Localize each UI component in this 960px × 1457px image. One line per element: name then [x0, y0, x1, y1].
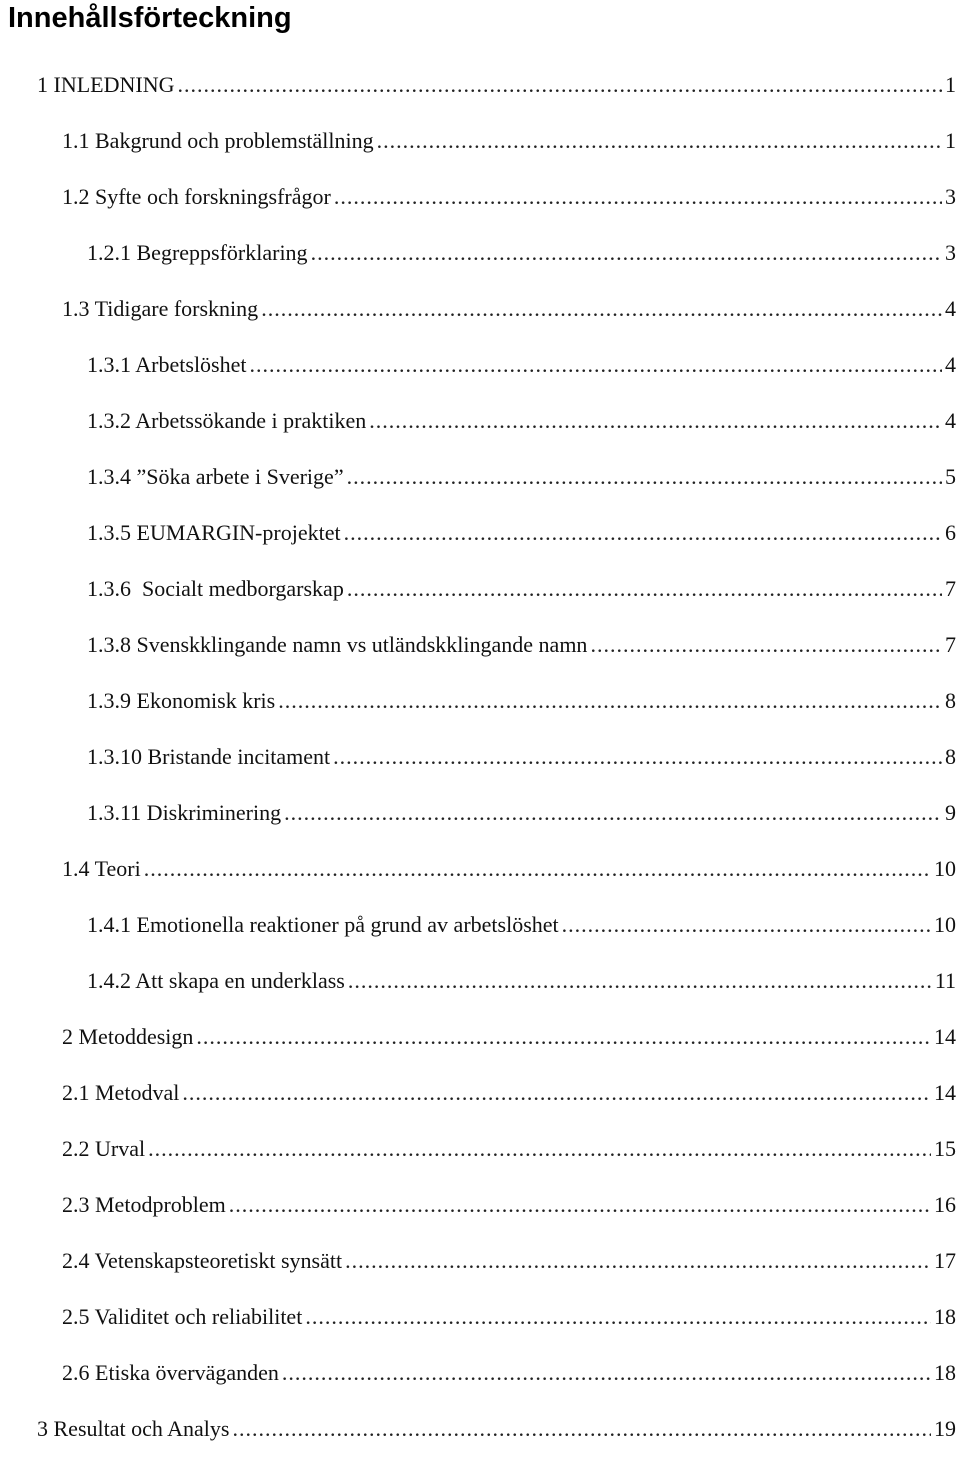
- toc-entry-page-number: 4: [945, 408, 956, 433]
- toc-entry-label: 2.4 Vetenskapsteoretiskt synsätt: [62, 1248, 343, 1273]
- toc-dot-leader: [590, 631, 942, 659]
- toc-entry-label: 2.2 Urval: [62, 1136, 146, 1161]
- toc-entry[interactable]: [0, 1177, 960, 1233]
- toc-entry-label: 3 Resultat och Analys: [37, 1416, 230, 1441]
- toc-entry-label: 2.5 Validitet och reliabilitet: [62, 1304, 303, 1329]
- toc-entry-label: 1.3 Tidigare forskning: [62, 296, 259, 321]
- toc-entry-label: 1.3.11 Diskriminering: [87, 800, 282, 825]
- toc-entry-label: 2.1 Metodval: [62, 1080, 180, 1105]
- toc-dot-leader: [347, 575, 942, 603]
- toc-dot-leader: [347, 463, 942, 491]
- toc-entry[interactable]: [0, 897, 960, 953]
- toc-entry-label: 1.3.6 Socialt medborgarskap: [87, 576, 344, 601]
- toc-entry-page-number: 1: [945, 72, 956, 97]
- toc-entry-page-number: 15: [934, 1136, 956, 1161]
- table-of-contents: [0, 57, 960, 1457]
- toc-entry-page-number: 7: [945, 576, 956, 601]
- toc-entry-page-number: 8: [945, 744, 956, 769]
- toc-entry[interactable]: [0, 561, 960, 617]
- toc-entry-page-number: 4: [945, 352, 956, 377]
- toc-entry-label: 1.3.10 Bristande incitament: [87, 744, 331, 769]
- toc-dot-leader: [144, 855, 931, 883]
- toc-entry-page-number: 8: [945, 688, 956, 713]
- toc-entry-label: 2.3 Metodproblem: [62, 1192, 226, 1217]
- toc-entry-label: 1.3.9 Ekonomisk kris: [87, 688, 276, 713]
- toc-dot-leader: [348, 967, 932, 995]
- toc-dot-leader: [177, 71, 942, 99]
- toc-dot-leader: [562, 911, 931, 939]
- toc-entry[interactable]: [0, 1121, 960, 1177]
- toc-entry-page-number: 7: [945, 632, 956, 657]
- toc-entry-page-number: 4: [945, 296, 956, 321]
- toc-entry[interactable]: [0, 841, 960, 897]
- toc-entry[interactable]: [0, 1345, 960, 1401]
- toc-entry-page-number: 1: [945, 128, 956, 153]
- toc-entry[interactable]: [0, 449, 960, 505]
- toc-entry-label: 2 Metoddesign: [62, 1024, 194, 1049]
- toc-entry-page-number: 9: [945, 800, 956, 825]
- toc-dot-leader: [344, 519, 942, 547]
- toc-entry[interactable]: [0, 1009, 960, 1065]
- toc-dot-leader: [334, 183, 942, 211]
- toc-entry[interactable]: [0, 225, 960, 281]
- toc-entry[interactable]: [0, 57, 960, 113]
- toc-entry-label: 1.3.4 ”Söka arbete i Sverige”: [87, 464, 344, 489]
- toc-dot-leader: [250, 351, 943, 379]
- toc-dot-leader: [311, 239, 942, 267]
- toc-entry[interactable]: [0, 729, 960, 785]
- toc-entry-label: 1.3.2 Arbetssökande i praktiken: [87, 408, 367, 433]
- toc-entry[interactable]: [0, 1289, 960, 1345]
- toc-entry[interactable]: [0, 673, 960, 729]
- toc-entry-page-number: 3: [945, 184, 956, 209]
- toc-dot-leader: [333, 743, 942, 771]
- toc-entry-page-number: 16: [934, 1192, 956, 1217]
- toc-entry-page-number: 6: [945, 520, 956, 545]
- toc-entry-label: 1.3.8 Svenskklingande namn vs utländskklingande namn: [87, 632, 588, 657]
- toc-entry-label: 1 INLEDNING: [37, 72, 175, 97]
- toc-entry-label: 1.2 Syfte och forskningsfrågor: [62, 184, 331, 209]
- toc-entry[interactable]: [0, 505, 960, 561]
- toc-dot-leader: [377, 127, 942, 155]
- toc-dot-leader: [345, 1247, 931, 1275]
- toc-dot-leader: [232, 1415, 931, 1443]
- toc-entry[interactable]: [0, 393, 960, 449]
- toc-entry[interactable]: [0, 1401, 960, 1457]
- toc-entry-page-number: 17: [934, 1248, 956, 1273]
- toc-entry-label: 1.4 Teori: [62, 856, 141, 881]
- toc-dot-leader: [196, 1023, 931, 1051]
- toc-entry-label: 1.3.1 Arbetslöshet: [87, 352, 247, 377]
- toc-entry-label: 1.2.1 Begreppsförklaring: [87, 240, 308, 265]
- toc-entry-page-number: 10: [934, 912, 956, 937]
- toc-entry[interactable]: [0, 1233, 960, 1289]
- toc-entry-label: 1.3.5 EUMARGIN-projektet: [87, 520, 341, 545]
- toc-entry-label: 1.4.2 Att skapa en underklass: [87, 968, 345, 993]
- toc-entry[interactable]: [0, 1065, 960, 1121]
- toc-dot-leader: [282, 1359, 931, 1387]
- toc-entry-page-number: 18: [934, 1304, 956, 1329]
- toc-dot-leader: [148, 1135, 931, 1163]
- toc-entry[interactable]: [0, 953, 960, 1009]
- toc-entry-page-number: 11: [934, 968, 956, 993]
- toc-entry-page-number: 14: [934, 1080, 956, 1105]
- toc-entry-page-number: 19: [934, 1416, 956, 1441]
- toc-entry-label: 2.6 Etiska överväganden: [62, 1360, 279, 1385]
- toc-dot-leader: [278, 687, 942, 715]
- toc-dot-leader: [369, 407, 942, 435]
- toc-dot-leader: [182, 1079, 931, 1107]
- toc-entry-page-number: 18: [934, 1360, 956, 1385]
- toc-entry-page-number: 3: [945, 240, 956, 265]
- page-title: Innehållsförteckning: [8, 2, 292, 34]
- toc-entry-label: 1.4.1 Emotionella reaktioner på grund av arbetslöshet: [87, 912, 559, 937]
- toc-entry[interactable]: [0, 337, 960, 393]
- toc-entry[interactable]: [0, 281, 960, 337]
- toc-entry[interactable]: [0, 785, 960, 841]
- toc-entry-label: 1.1 Bakgrund och problemställning: [62, 128, 374, 153]
- toc-dot-leader: [261, 295, 942, 323]
- toc-dot-leader: [229, 1191, 931, 1219]
- toc-entry[interactable]: [0, 169, 960, 225]
- toc-entry-page-number: 14: [934, 1024, 956, 1049]
- toc-dot-leader: [305, 1303, 931, 1331]
- toc-entry[interactable]: [0, 113, 960, 169]
- toc-entry-page-number: 5: [945, 464, 956, 489]
- toc-dot-leader: [284, 799, 942, 827]
- toc-entry-page-number: 10: [934, 856, 956, 881]
- toc-entry[interactable]: [0, 617, 960, 673]
